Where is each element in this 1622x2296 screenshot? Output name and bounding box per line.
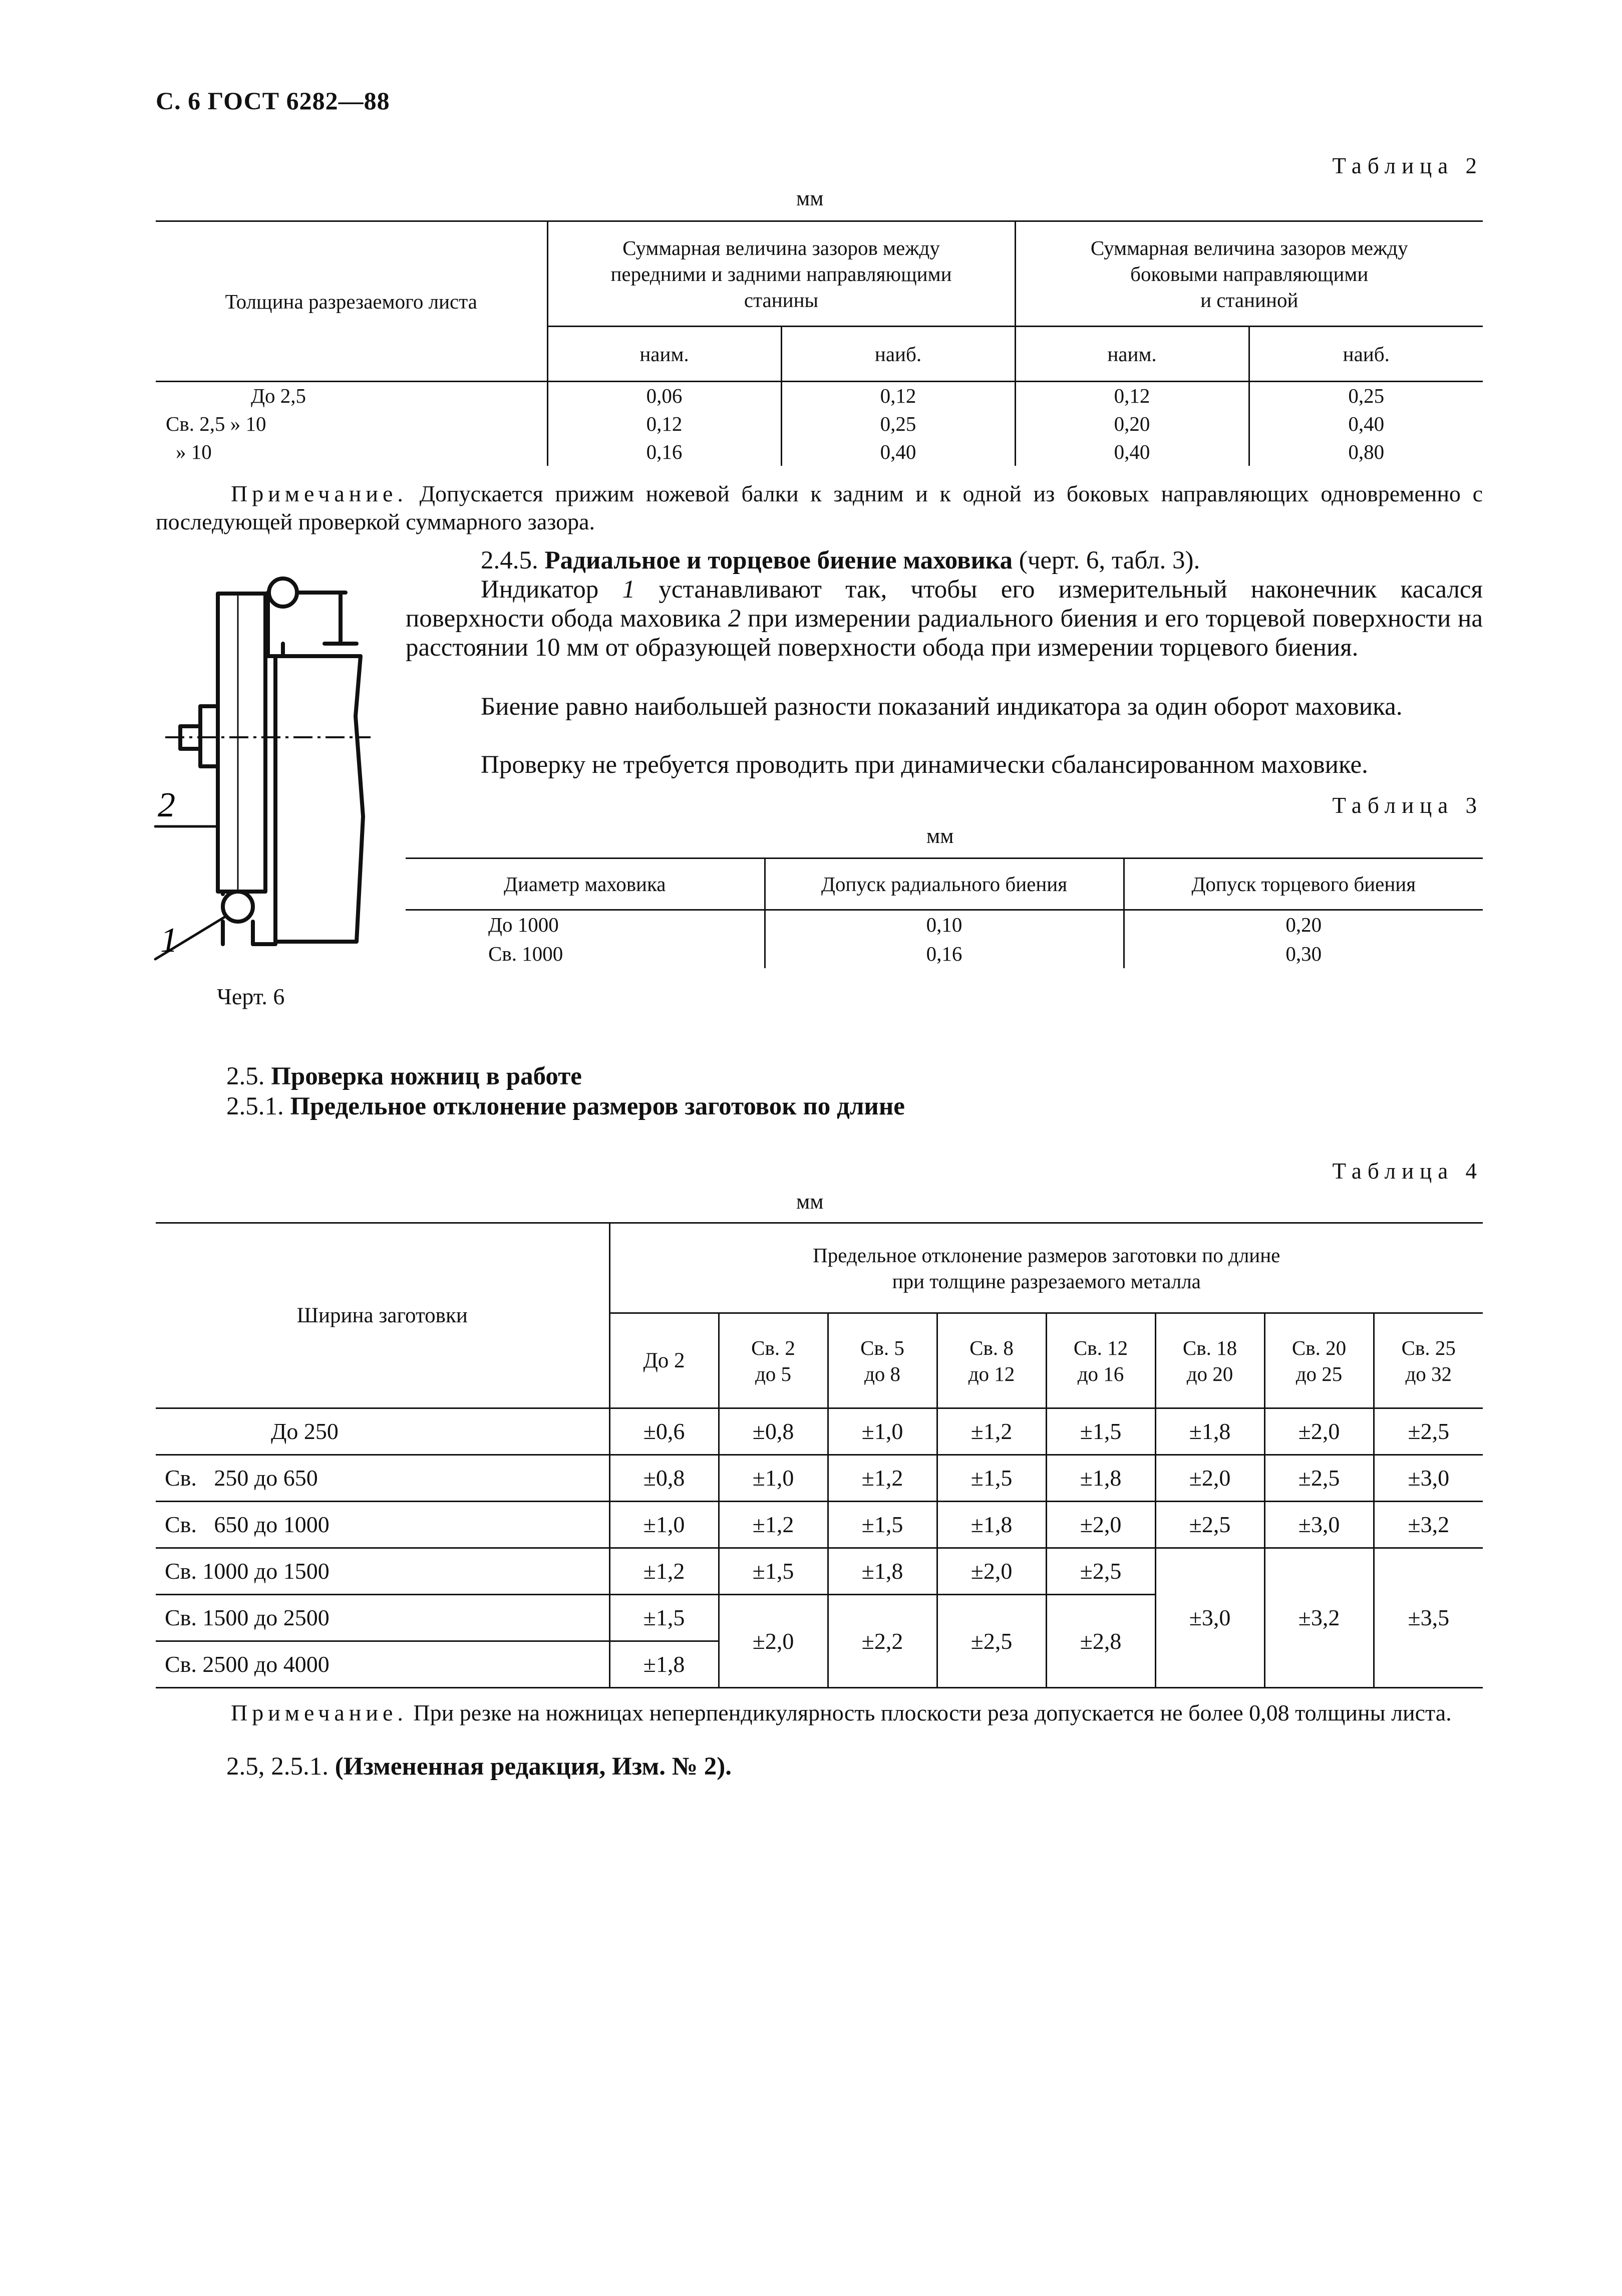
table4-merged-cell: ±3,0 — [1155, 1548, 1264, 1688]
table2-sub-min: наим. — [547, 327, 781, 382]
table2-cell: 0,16 — [547, 438, 781, 466]
table4-cell: ±1,8 — [1046, 1455, 1155, 1502]
table2-caption: Таблица 2 — [1332, 153, 1483, 178]
table4-unit: мм — [796, 1190, 824, 1214]
table2-row-label: » 10 — [176, 440, 212, 463]
table2-sub-min: наим. — [1015, 327, 1249, 382]
table2-cell: 0,80 — [1249, 438, 1483, 466]
table3-unit: мм — [926, 824, 954, 848]
table4-cell: ±1,5 — [828, 1502, 937, 1548]
table2-sub-max: наиб. — [781, 327, 1015, 382]
table2-group1-header: Суммарная величина зазоров между передними и задними направляющими станины — [547, 221, 1015, 327]
table4-cell: ±2,5 — [1046, 1548, 1155, 1595]
table4-thickness-header: Св. 5 до 8 — [828, 1313, 937, 1408]
table2-cell: 0,12 — [781, 382, 1015, 410]
table4-cell: ±1,0 — [828, 1408, 937, 1455]
table3-cell: 0,20 — [1124, 910, 1483, 939]
table2-col1-header: Толщина разрезаемого листа — [156, 221, 547, 382]
table3-cell: 0,30 — [1124, 939, 1483, 968]
table4-cell: ±1,0 — [609, 1502, 719, 1548]
table4-cell: ±1,5 — [609, 1595, 719, 1641]
table4-merged-cell: ±2,5 — [937, 1595, 1046, 1688]
table4-thickness-header: Св. 8 до 12 — [937, 1313, 1046, 1408]
table3-row-label: Св. 1000 — [488, 942, 563, 965]
table4-row-label: До 250 — [156, 1408, 609, 1455]
table4-cell: ±2,0 — [937, 1548, 1046, 1595]
table-row — [406, 939, 1483, 968]
table4-cell: ±2,0 — [1046, 1502, 1155, 1548]
table4-cell: ±2,5 — [1155, 1502, 1264, 1548]
table4-cell: ±1,2 — [828, 1455, 937, 1502]
table4-row-label: Св. 1000 до 1500 — [156, 1548, 609, 1595]
table2-group2-header: Суммарная величина зазоров между боковыми направляющими и станиной — [1015, 221, 1483, 327]
section-245-heading: 2.4.5. Радиальное и торцевое биение маховика (черт. 6, табл. 3). — [481, 546, 1200, 575]
table4-merged-cell: ±3,5 — [1374, 1548, 1483, 1688]
table-row — [156, 1548, 1483, 1595]
section-25-heading: 2.5. Проверка ножниц в работе — [226, 1062, 582, 1090]
table4-cell: ±0,8 — [719, 1408, 828, 1455]
table4-cell: ±2,0 — [1264, 1408, 1374, 1455]
table4-row-label: Св. 2500 до 4000 — [156, 1641, 609, 1688]
table-row — [406, 910, 1483, 939]
table4-cell: ±2,0 — [1155, 1455, 1264, 1502]
table4-caption: Таблица 4 — [1332, 1159, 1483, 1184]
table4-merged-cell: ±2,0 — [719, 1595, 828, 1688]
table4-group-header: Предельное отклонение размеров заготовки по длине при толщине разрезаемого металла — [609, 1223, 1483, 1313]
page-header: С. 6 ГОСТ 6282—88 — [156, 87, 390, 115]
table-row — [156, 382, 1483, 410]
table4-cell: ±1,8 — [937, 1502, 1046, 1548]
figure-label-1: 1 — [160, 921, 178, 960]
table4-merged-cell: ±2,8 — [1046, 1595, 1155, 1688]
table-row — [156, 410, 1483, 438]
table2-cell: 0,25 — [781, 410, 1015, 438]
table4-cell: ±1,2 — [937, 1408, 1046, 1455]
table4-cell: ±1,5 — [719, 1548, 828, 1595]
table4-cell: ±0,8 — [609, 1455, 719, 1502]
table4-cell: ±1,2 — [609, 1548, 719, 1595]
table4-row-label: Св. 650 до 1000 — [156, 1502, 609, 1548]
flywheel-indicator-drawing — [150, 556, 381, 967]
table4-merged-cell: ±2,2 — [828, 1595, 937, 1688]
table3-header: Допуск радиального биения — [765, 858, 1124, 910]
table-row — [156, 438, 1483, 466]
table4-cell: ±2,5 — [1264, 1455, 1374, 1502]
table3-header: Диаметр маховика — [406, 858, 765, 910]
section-245-paragraph-3: Проверку не требуется проводить при динамически сбалансированном маховике. — [481, 751, 1368, 779]
table-row — [156, 1502, 1483, 1548]
table2-cell: 0,12 — [547, 410, 781, 438]
table4-thickness-header: Св. 18 до 20 — [1155, 1313, 1264, 1408]
indicator-top — [269, 579, 297, 607]
table2-row-label: До 2,5 — [251, 384, 306, 408]
table2-cell: 0,12 — [1015, 382, 1249, 410]
table4-cell: ±1,8 — [828, 1548, 937, 1595]
figure-label-2: 2 — [158, 786, 175, 824]
table4-cell: ±1,8 — [1155, 1408, 1264, 1455]
section-245-paragraph-1: Индикатор 1 устанавливают так, чтобы его измерительный наконечник касался поверхности обода маховика 2 при измерении радиального биения и его торцевой поверхности на расстоянии 10 мм от образующей поверхности обода при измерении торцевого биения. — [406, 576, 1483, 662]
table4-row-label: Св. 1500 до 2500 — [156, 1595, 609, 1641]
table-row — [156, 1455, 1483, 1502]
table2-unit: мм — [796, 187, 824, 210]
indicator-bottom — [223, 892, 253, 922]
table4-merged-cell: ±3,2 — [1264, 1548, 1374, 1688]
table2-cell: 0,20 — [1015, 410, 1249, 438]
section-251-heading: 2.5.1. Предельное отклонение размеров заготовок по длине — [226, 1092, 905, 1120]
table4-cell: ±1,2 — [719, 1502, 828, 1548]
table-row — [156, 1408, 1483, 1455]
table3-header: Допуск торцевого биения — [1124, 858, 1483, 910]
table2-note: Примечание. Допускается прижим ножевой балки к задним и к одной из боковых направляющих одновременно с последующей проверкой суммарного зазора. — [156, 481, 1483, 534]
table2-cell: 0,25 — [1249, 382, 1483, 410]
table4-cell: ±1,0 — [719, 1455, 828, 1502]
frame-outline — [268, 644, 363, 942]
amendment-note: 2.5, 2.5.1. (Измененная редакция, Изм. № 2). — [226, 1753, 732, 1781]
table4-thickness-header: Св. 25 до 32 — [1374, 1313, 1483, 1408]
table3-cell: 0,10 — [765, 910, 1124, 939]
table4-cell: ±1,8 — [609, 1641, 719, 1688]
flywheel-rim — [218, 594, 265, 892]
table3-row-label: До 1000 — [488, 913, 559, 937]
table4-cell: ±3,2 — [1374, 1502, 1483, 1548]
figure-6-caption: Черт. 6 — [217, 984, 285, 1009]
table4-col1-header: Ширина заготовки — [156, 1223, 609, 1408]
table4-cell: ±1,5 — [1046, 1408, 1155, 1455]
table4-cell: ±3,0 — [1374, 1455, 1483, 1502]
table2 — [156, 220, 1483, 466]
table2-cell: 0,40 — [1015, 438, 1249, 466]
table4-thickness-header: До 2 — [609, 1313, 719, 1408]
table2-sub-max: наиб. — [1249, 327, 1483, 382]
figure-6-drawing — [150, 556, 381, 967]
table2-row-label: Св. 2,5 » 10 — [166, 412, 266, 435]
section-245-paragraph-2: Биение равно наибольшей разности показаний индикатора за один оборот маховика. — [481, 693, 1403, 721]
table4-cell: ±3,0 — [1264, 1502, 1374, 1548]
table4-thickness-header: Св. 2 до 5 — [719, 1313, 828, 1408]
table4-thickness-header: Св. 12 до 16 — [1046, 1313, 1155, 1408]
table4-row-label: Св. 250 до 650 — [156, 1455, 609, 1502]
table4-note: Примечание. При резке на ножницах неперпендикулярность плоскости реза допускается не более 0,08 толщины листа. — [231, 1700, 1452, 1726]
table4-cell: ±2,5 — [1374, 1408, 1483, 1455]
table4-thickness-header: Св. 20 до 25 — [1264, 1313, 1374, 1408]
table4-cell: ±1,5 — [937, 1455, 1046, 1502]
table4-cell: ±0,6 — [609, 1408, 719, 1455]
table3-cell: 0,16 — [765, 939, 1124, 968]
table4 — [156, 1222, 1483, 1688]
table3-caption: Таблица 3 — [1332, 793, 1483, 818]
table2-cell: 0,40 — [781, 438, 1015, 466]
table2-cell: 0,40 — [1249, 410, 1483, 438]
table3 — [406, 857, 1483, 968]
table2-cell: 0,06 — [547, 382, 781, 410]
